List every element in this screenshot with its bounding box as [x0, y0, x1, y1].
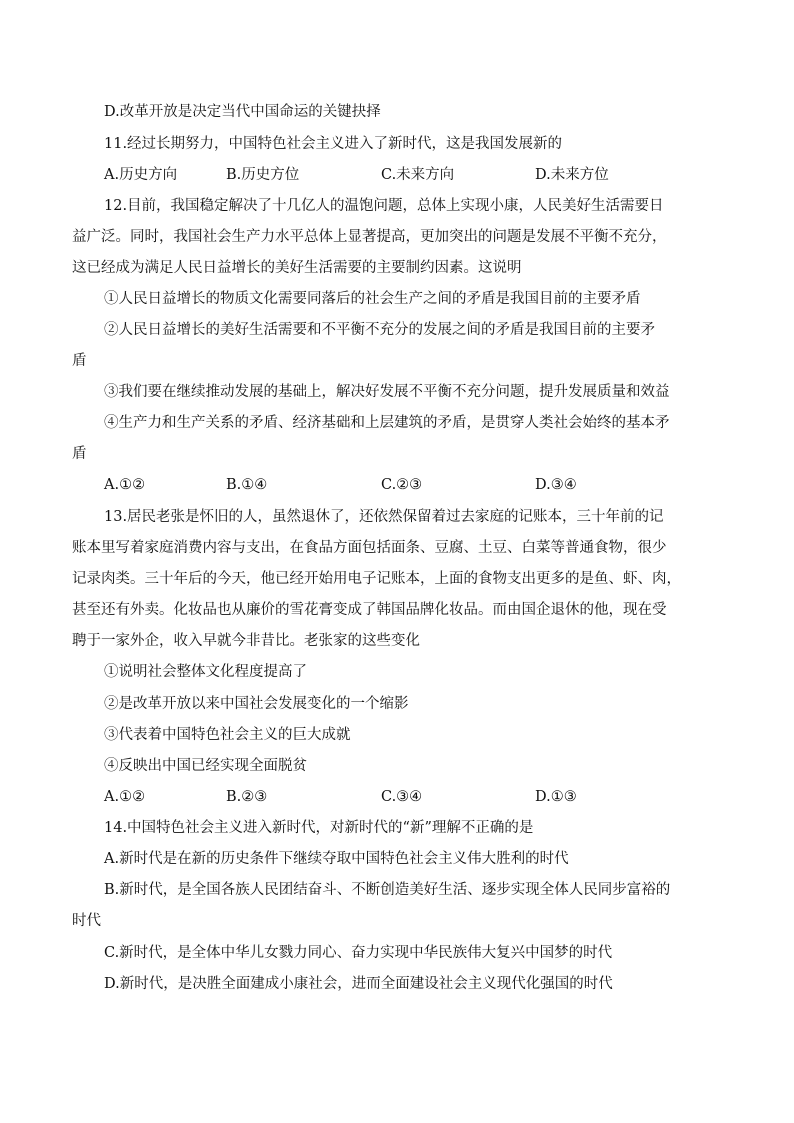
q13-stem-line-4: 甚至还有外卖。化妆品也从廉价的雪花膏变成了韩国品牌化妆品。而由国企退休的他，现在受 — [72, 602, 667, 618]
q12-stem-line-1: 12.目前，我国稳定解决了十几亿人的温饱问题，总体上实现小康，人民美好生活需要日 — [104, 198, 664, 214]
q12-option-c: C.②③ — [381, 477, 423, 493]
q12-statement-4: ④生产力和生产关系的矛盾、经济基础和上层建筑的矛盾，是贯穿人类社会始终的基本矛 — [104, 415, 670, 431]
q12-statement-1: ①人民日益增长的物质文化需要同落后的社会生产之间的矛盾是我国目前的主要矛盾 — [104, 291, 641, 307]
q13-statement-2: ②是改革开放以来中国社会发展变化的一个缩影 — [104, 696, 409, 712]
q11-option-b: B.历史方位 — [226, 167, 300, 183]
q13-statement-1: ①说明社会整体文化程度提高了 — [104, 664, 307, 680]
q14-stem: 14.中国特色社会主义进入新时代，对新时代的“新”理解不正确的是 — [104, 820, 534, 836]
q14-option-b-cont: 时代 — [72, 913, 101, 929]
q14-option-b: B.新时代，是全国各族人民团结奋斗、不断创造美好生活、逐步实现全体人民同步富裕的 — [104, 882, 671, 898]
q12-statement-3: ③我们要在继续推动发展的基础上，解决好发展不平衡不充分问题，提升发展质量和效益 — [104, 384, 670, 400]
q13-stem-line-2: 账本里写着家庭消费内容与支出，在食品方面包括面条、豆腐、土豆、白菜等普通食物，很少 — [72, 540, 667, 556]
q13-stem-line-5: 聘于一家外企，收入早就今非昔比。老张家的这些变化 — [72, 633, 420, 649]
q13-option-b: B.②③ — [226, 789, 268, 805]
q14-option-c: C.新时代，是全体中华儿女戮力同心、奋力实现中华民族伟大复兴中国梦的时代 — [104, 945, 613, 961]
q13-option-a: A.①② — [104, 789, 146, 805]
q12-option-d: D.③④ — [535, 477, 577, 493]
q13-stem-line-1: 13.居民老张是怀旧的人，虽然退休了，还依然保留着过去家庭的记账本，三十年前的记 — [104, 509, 664, 525]
q12-option-b: B.①④ — [226, 477, 268, 493]
q13-statement-4: ④反映出中国已经实现全面脱贫 — [104, 758, 307, 774]
q13-stem-line-3: 记录肉类。三十年后的今天，他已经开始用电子记账本，上面的食物支出更多的是鱼、虾、肉， — [72, 571, 681, 587]
q13-option-c: C.③④ — [381, 789, 423, 805]
q12-stem-line-2: 益广泛。同时，我国社会生产力水平总体上显著提高，更加突出的问题是发展不平衡不充分， — [72, 229, 667, 245]
q12-statement-2: ②人民日益增长的美好生活需要和不平衡不充分的发展之间的矛盾是我国目前的主要矛 — [104, 322, 655, 338]
q11-stem: 11.经过长期努力，中国特色社会主义进入了新时代，这是我国发展新的 — [104, 136, 563, 152]
q12-option-a: A.①② — [104, 477, 146, 493]
q11-option-d: D.未来方位 — [535, 167, 609, 183]
q12-stem-line-3: 这已经成为满足人民日益增长的美好生活需要的主要制约因素。这说明 — [72, 260, 522, 276]
q13-statement-3: ③代表着中国特色社会主义的巨大成就 — [104, 727, 351, 743]
q14-option-d: D.新时代，是决胜全面建成小康社会，进而全面建设社会主义现代化强国的时代 — [104, 976, 613, 992]
q12-statement-2-cont: 盾 — [72, 353, 87, 369]
q14-option-a: A.新时代是在新的历史条件下继续夺取中国特色社会主义伟大胜利的时代 — [104, 851, 569, 867]
q13-option-d: D.①③ — [535, 789, 577, 805]
q12-statement-4-cont: 盾 — [72, 446, 87, 462]
q10-option-d: D.改革开放是决定当代中国命运的关键抉择 — [104, 104, 381, 120]
q11-option-c: C.未来方向 — [381, 167, 455, 183]
q11-option-a: A.历史方向 — [104, 167, 178, 183]
